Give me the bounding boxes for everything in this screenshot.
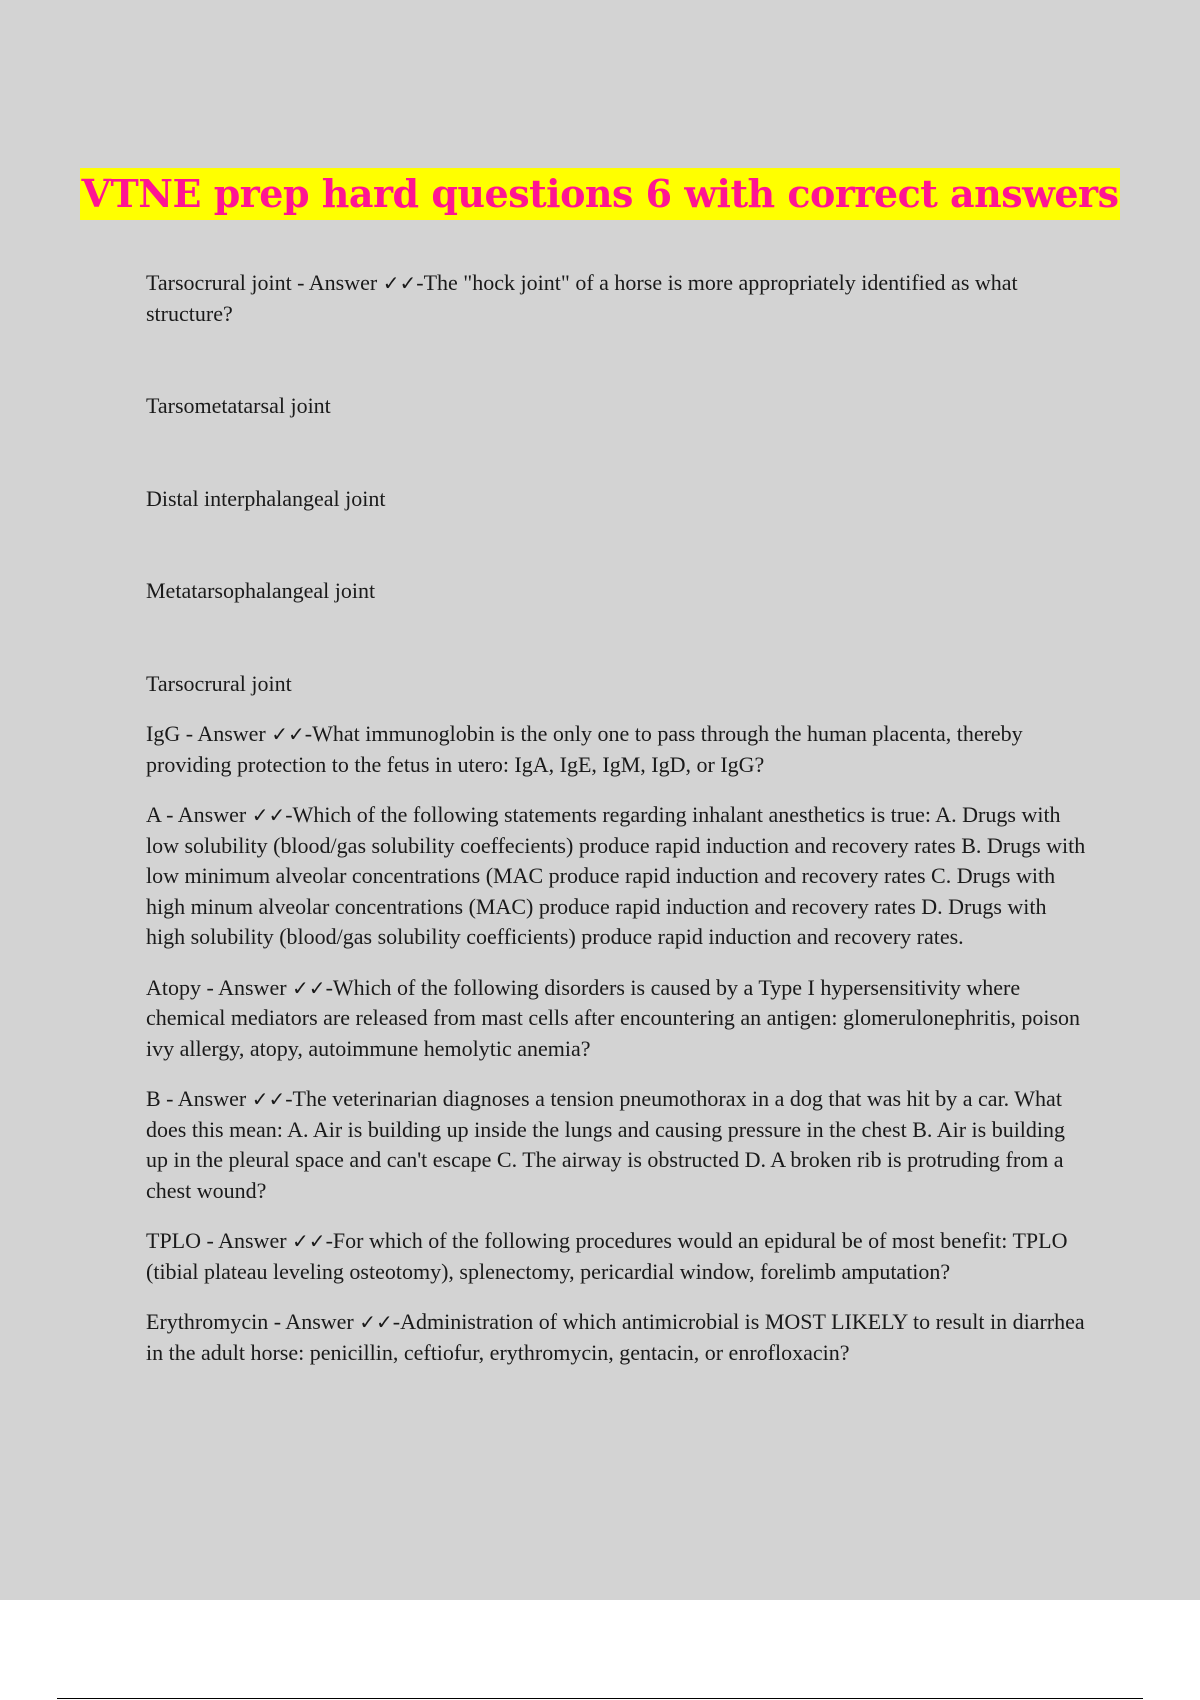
answer-text: TPLO - Answer xyxy=(146,1228,293,1253)
check-icon: ✓✓ xyxy=(292,975,326,1000)
check-icon: ✓✓ xyxy=(271,722,305,746)
qa-entry-2 xyxy=(146,719,1086,780)
check-icon: ✓✓ xyxy=(292,1229,326,1253)
qa-entry-1 xyxy=(146,268,1086,329)
option-item-2: Distal interphalangeal joint xyxy=(146,485,386,511)
option-item-1: Tarsometatarsal joint xyxy=(146,393,331,418)
answer-text: Atopy - Answer xyxy=(146,974,293,1000)
check-icon: ✓✓ xyxy=(359,1310,393,1334)
answer-text: IgG - Answer xyxy=(146,721,272,746)
title-wrapper xyxy=(0,168,1200,220)
check-icon: ✓✓ xyxy=(251,803,286,827)
document-body xyxy=(146,268,1086,1388)
question-text: -Which of the following statements regarding inhalant anesthetics is true: A. Drugs with low solubility (blood/gas solubility coeffecients) produce rapid induction and recovery rates B. Drugs with low minimum alveolar concentrations (MAC produce rapid induction and recovery rates C. Drugs with high minum alveolar concentrations (MAC) produce rapid induction and recovery rates D. Drugs with high solubility (blood/gas solubility coefficients) produce rapid induction and recovery rates. xyxy=(146,802,1086,949)
footer-divider xyxy=(57,1698,1143,1699)
question-text: -For which of the following procedures would an epidural be of most benefit: TPLO (tibial plateau leveling osteotomy), splenectomy, pericardial window, forelimb amputation? xyxy=(146,1228,1068,1284)
question-text: -The "hock joint" of a horse is more appropriately identified as what structure? xyxy=(146,270,1018,326)
qa-entry-7 xyxy=(146,1307,1086,1368)
qa-entry-4 xyxy=(146,973,1086,1065)
qa-entry-6 xyxy=(146,1226,1086,1287)
question-text: -What immunoglobin is the only one to pass through the human placenta, thereby providing protection to the fetus in utero: IgA, IgE, IgM, IgD, or IgG? xyxy=(146,721,1023,777)
answer-text: Erythromycin - Answer xyxy=(146,1309,360,1334)
qa-entry-5 xyxy=(146,1084,1086,1206)
option-item-3: Metatarsophalangeal joint xyxy=(146,578,376,603)
question-text: -Administration of which antimicrobial is MOST LIKELY to result in diarrhea in the adult horse: penicillin, ceftiofur, erythromycin, gentacin, or enrofloxacin? xyxy=(146,1309,1085,1365)
answer-text: B - Answer xyxy=(146,1086,252,1111)
answer-text: A - Answer xyxy=(146,802,252,827)
option-item-4: Tarsocrural joint xyxy=(146,670,292,696)
question-text: -Which of the following disorders is caused by a Type I hypersensitivity where chemical mediators are released from mast cells after encountering an antigen: glomerulonephritis, poison ivy allergy, atopy, autoimmune hemolytic anemia? xyxy=(146,974,1081,1061)
check-icon: ✓✓ xyxy=(251,1087,286,1111)
document-title: VTNE prep hard questions 6 with correct answers xyxy=(80,168,1121,220)
answer-text: Tarsocrural joint - Answer xyxy=(146,270,383,295)
check-icon: ✓✓ xyxy=(382,271,417,295)
qa-entry-3 xyxy=(146,800,1086,953)
question-text: -The veterinarian diagnoses a tension pneumothorax in a dog that was hit by a car. What does this mean: A. Air is building up inside the lungs and causing pressure in the chest B. Air is building up in the pleural space and can't escape C. The airway is obstructed D. A broken rib is protruding from a chest wound? xyxy=(146,1086,1066,1203)
